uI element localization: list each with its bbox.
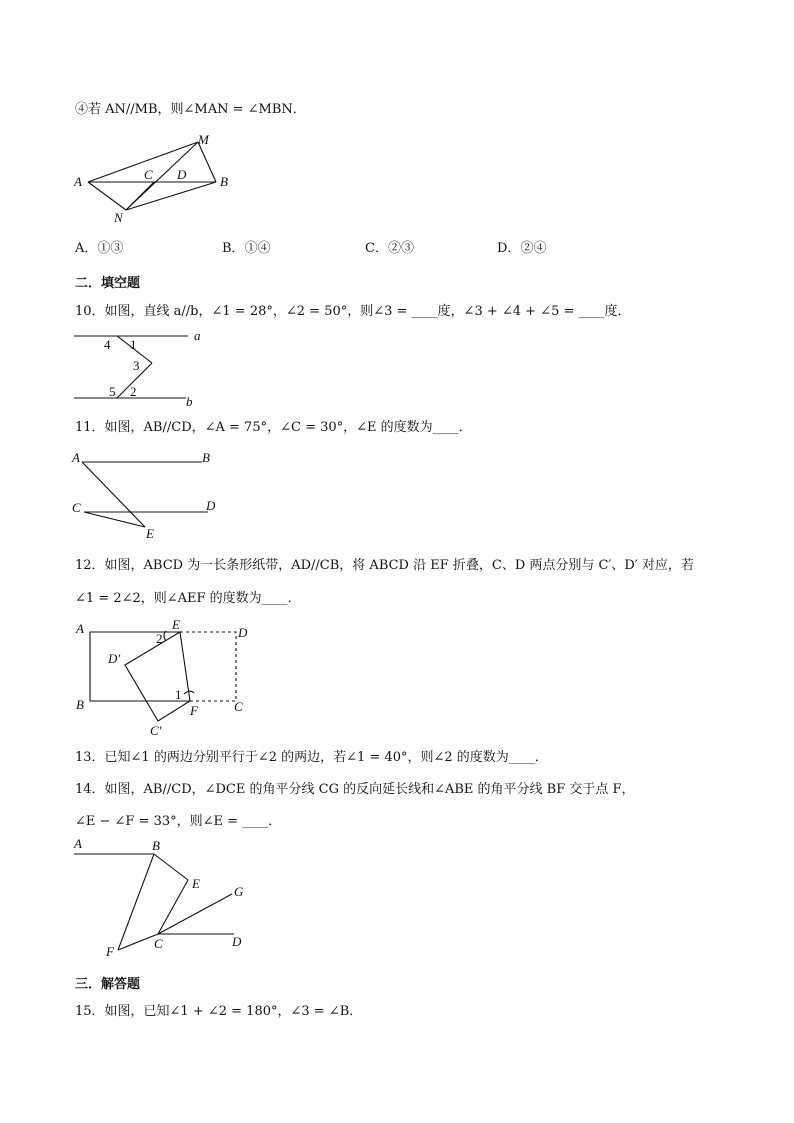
q9-option-d: D．②④ [497, 241, 547, 256]
q12-text-line-1: 12．如图，ABCD 为一长条形纸带，AD//CB，将 ABCD 沿 EF 折叠，C、D 两点分别与 C′、D′ 对应，若 [75, 558, 694, 573]
q14-text-line-2: ∠E − ∠F = 33°，则∠E = ____． [75, 814, 282, 829]
q12-label-C-prime: C′ [150, 723, 162, 738]
q12-label-B: B [76, 697, 84, 712]
q15-text: 15．如图，已知∠1 + ∠2 = 180°，∠3 = ∠B． [75, 1004, 363, 1019]
q10-label-2: 2 [130, 384, 137, 399]
q11-label-D: D [206, 498, 216, 513]
q12-label-D-prime: D′ [108, 651, 121, 666]
q11-label-E: E [146, 526, 154, 541]
q11-label-B: B [202, 450, 210, 465]
q14-label-D: D [232, 934, 242, 949]
q10-label-3: 3 [133, 358, 140, 373]
q14-label-B: B [152, 838, 160, 853]
q12-text-line-2: ∠1 = 2∠2，则∠AEF 的度数为____． [75, 591, 301, 606]
q9-figure [70, 130, 240, 230]
q12-label-C: C [234, 699, 243, 714]
q12-label-D: D [238, 625, 248, 640]
q14-label-A: A [74, 836, 82, 851]
q11-label-C: C [72, 500, 81, 515]
q10-label-b: b [186, 394, 193, 409]
q12-label-E: E [172, 617, 180, 632]
q12-label-2: 2 [156, 631, 163, 646]
section-heading-solve: 三．解答题 [75, 977, 141, 992]
q14-label-G: G [234, 884, 244, 899]
q9-option-a: A．①③ [75, 241, 124, 256]
q10-text: 10．如图，直线 a//b，∠1 = 28°，∠2 = 50°，则∠3 = ____度，∠3 + ∠4 + ∠5 = ____度． [75, 304, 631, 319]
q14-label-C: C [154, 936, 163, 951]
q9-label-A: A [74, 174, 82, 189]
q11-label-A: A [72, 450, 80, 465]
q11-figure [70, 448, 230, 544]
q13-text: 13．已知∠1 的两边分别平行于∠2 的两边，若∠1 = 40°，则∠2 的度数为____． [75, 750, 548, 765]
q10-label-1: 1 [130, 337, 137, 352]
q9-label-B: B [220, 174, 228, 189]
q10-figure [70, 326, 210, 410]
q9-label-M: M [198, 132, 209, 147]
q9-option-b: B．①④ [222, 241, 271, 256]
q14-label-F: F [106, 944, 114, 959]
q9-option-c: C．②③ [365, 241, 414, 256]
q9-label-D: D [177, 167, 187, 182]
q14-figure [70, 836, 255, 962]
section-heading-fill-blank: 二．填空题 [75, 276, 141, 291]
q12-label-F: F [190, 703, 198, 718]
q14-label-E: E [192, 876, 200, 891]
q14-text-line-1: 14．如图，AB//CD，∠DCE 的角平分线 CG 的反向延长线和∠ABE 的角平分线 BF 交于点 F， [75, 782, 635, 797]
q10-label-a: a [194, 328, 201, 343]
q12-label-A: A [76, 621, 84, 636]
q9-statement-4: ④若 AN//MB，则∠MAN = ∠MBN． [75, 102, 306, 117]
q10-label-5: 5 [109, 384, 116, 399]
q10-label-4: 4 [104, 337, 111, 352]
q9-label-N: N [114, 210, 123, 225]
q12-label-1: 1 [175, 687, 182, 702]
q12-figure [70, 617, 260, 741]
q9-label-C: C [144, 167, 153, 182]
q11-text: 11．如图，AB//CD，∠A = 75°，∠C = 30°，∠E 的度数为____． [75, 420, 472, 435]
